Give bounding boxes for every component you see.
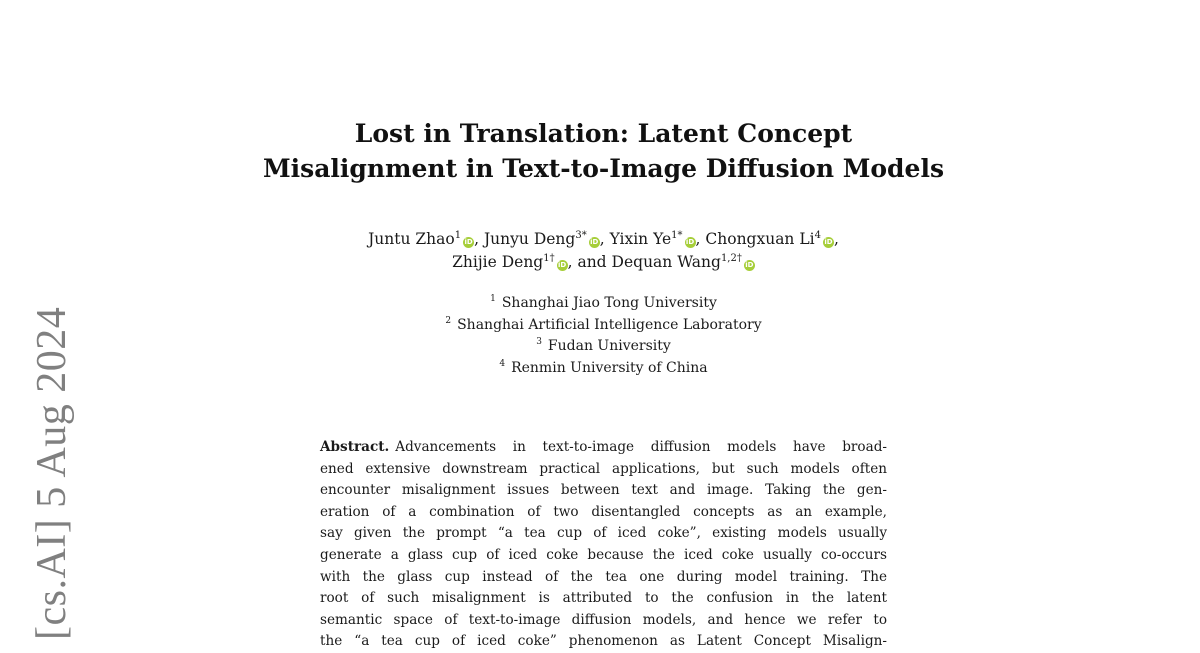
author-name[interactable]: Chongxuan Li — [705, 230, 815, 248]
author-line-1 — [0, 228, 1200, 251]
author-affil-mark: 1 — [454, 230, 462, 241]
abstract-line: generate a glass cup of iced coke because the iced coke usually co-occurs — [320, 546, 887, 563]
abstract-line: root of such misalignment is attributed to the confusion in the latent — [320, 590, 887, 607]
abstract-text: Advancements in text-to-image diffusion models have broad- — [395, 439, 887, 455]
affiliation-mark: 3 — [536, 337, 542, 347]
abstract-line: encounter misalignment issues between text and image. Taking the gen- — [320, 482, 887, 499]
affiliation-name: Shanghai Jiao Tong University — [501, 295, 717, 311]
abstract-line: ened extensive downstream practical applications, but such models often — [320, 460, 887, 477]
affiliation-mark: 4 — [499, 358, 506, 369]
author-separator: , — [474, 230, 484, 248]
abstract — [320, 437, 887, 653]
orcid-icon[interactable]: iD — [558, 261, 567, 269]
orcid-icon[interactable]: iD — [745, 261, 754, 269]
author-affil-mark: 3* — [575, 230, 587, 241]
title-line-2: Misalignment in Text-to-Image Diffusion Models — [262, 154, 945, 183]
author-affil-mark: 1* — [671, 230, 683, 241]
affiliation-name: Renmin University of China — [511, 359, 708, 376]
orcid-icon[interactable]: iD — [685, 238, 695, 246]
author-name[interactable]: Dequan Wang — [611, 253, 721, 271]
author-name[interactable]: Junyu Deng — [483, 230, 576, 248]
orcid-icon[interactable]: iD — [464, 238, 473, 246]
affiliation-mark: 1 — [490, 294, 496, 304]
abstract-label: Abstract. — [320, 439, 390, 455]
title-line-1: Lost in Translation: Latent Concept — [354, 119, 853, 148]
author-affil-mark: 4 — [814, 230, 821, 241]
author-separator: , and — [567, 253, 612, 271]
affiliations — [0, 293, 1200, 379]
abstract-line: the “a tea cup of iced coke” phenomenon as Latent Concept Misalign- — [320, 633, 887, 650]
orcid-icon[interactable]: iD — [590, 238, 599, 246]
author-name[interactable]: Juntu Zhao — [368, 230, 455, 248]
arxiv-stamp: [cs.AI] 5 Aug 2024 — [29, 306, 75, 640]
paper-title — [0, 116, 1200, 186]
affiliation-name: Shanghai Artificial Intelligence Laboratory — [457, 316, 762, 333]
affiliation — [0, 293, 1200, 315]
affiliation — [0, 336, 1200, 358]
author-name[interactable]: Zhijie Deng — [452, 253, 544, 271]
abstract-line — [320, 437, 887, 459]
author-affil-mark: 1,2† — [720, 253, 742, 264]
abstract-line: eration of a combination of two disentangled concepts as an example, — [320, 503, 887, 520]
author-affil-mark: 1† — [543, 253, 555, 264]
author-separator: , — [695, 230, 706, 248]
abstract-line: semantic space of text-to-image diffusion models, and hence we refer to — [320, 611, 887, 628]
affiliation-mark: 2 — [445, 315, 452, 326]
affiliation — [0, 315, 1200, 337]
affiliation — [0, 358, 1200, 380]
author-separator: , — [599, 230, 610, 248]
author-separator: , — [833, 230, 839, 248]
author-line-2 — [0, 251, 1200, 274]
abstract-line: with the glass cup instead of the tea one during model training. The — [320, 568, 887, 585]
orcid-icon[interactable]: iD — [824, 238, 833, 246]
author-name[interactable]: Yixin Ye — [609, 230, 672, 248]
affiliation-name: Fudan University — [547, 338, 671, 354]
abstract-line: say given the prompt “a tea cup of iced coke”, existing models usually — [320, 525, 887, 542]
